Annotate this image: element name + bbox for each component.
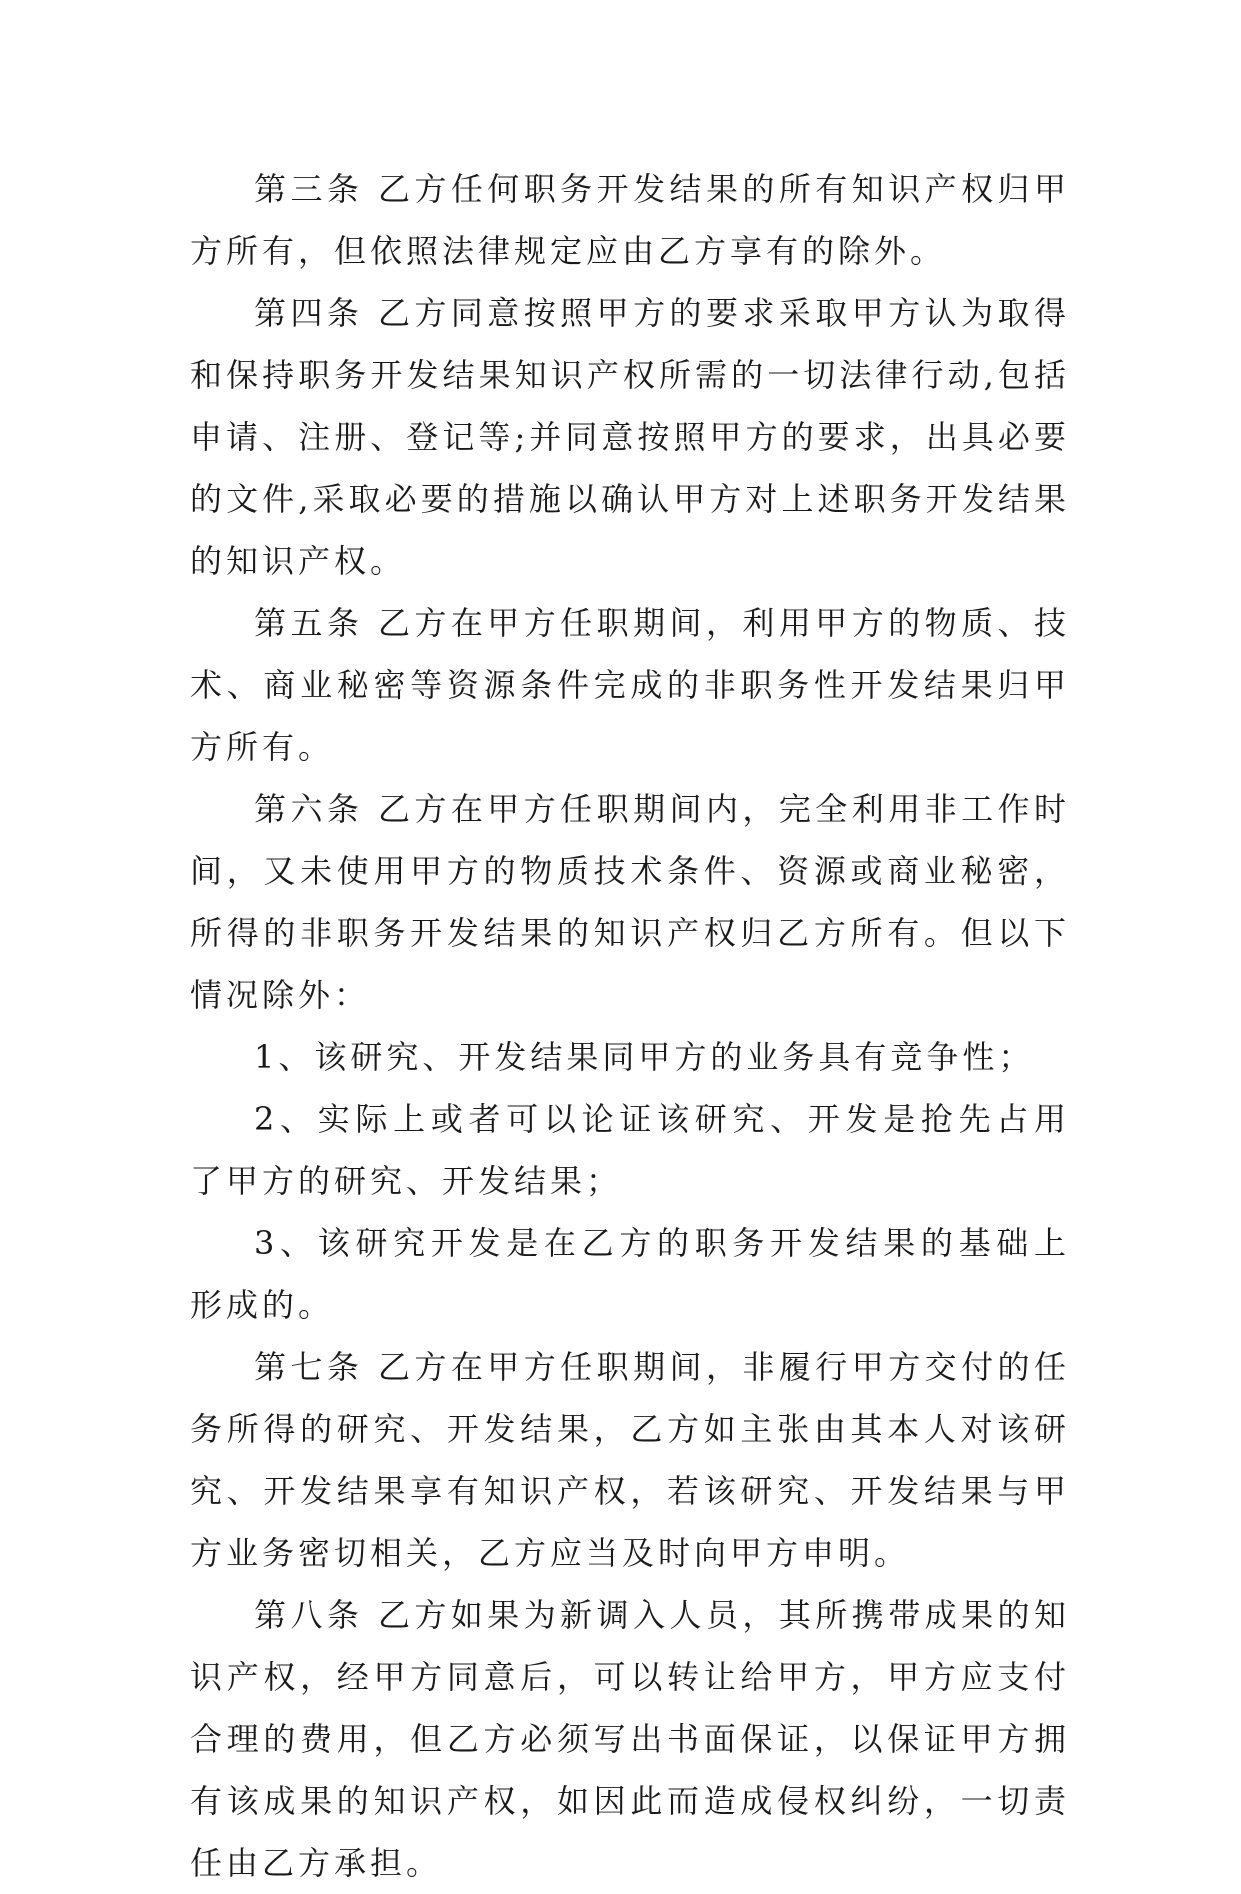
paragraph-article-8: 第八条 乙方如果为新调入人员，其所携带成果的知识产权，经甲方同意后，可以转让给甲方，甲方应支付合理的费用，但乙方必须写出书面保证，以保证甲方拥有该成果的知识产权，如因此而造成侵权纠纷，一切责任由乙方承担。 — [190, 1596, 1070, 1882]
paragraph-article-5: 第五条 乙方在甲方任职期间，利用甲方的物质、技术、商业秘密等资源条件完成的非职务性开发结果归甲方所有。 — [190, 604, 1070, 766]
paragraph-item-1: 1、该研究、开发结果同甲方的业务具有竞争性； — [254, 1038, 1035, 1076]
paragraph-article-7: 第七条 乙方在甲方任职期间，非履行甲方交付的任务所得的研究、开发结果，乙方如主张由其本人对该研究、开发结果享有知识产权，若该研究、开发结果与甲方业务密切相关，乙方应当及时向甲方申明。 — [190, 1348, 1070, 1572]
paragraph-article-6: 第六条 乙方在甲方任职期间内，完全利用非工作时间，又未使用甲方的物质技术条件、资源或商业秘密，所得的非职务开发结果的知识产权归乙方所有。但以下情况除外： — [190, 790, 1070, 1014]
document-body — [190, 158, 1070, 1894]
paragraph-article-4: 第四条 乙方同意按照甲方的要求采取甲方认为取得和保持职务开发结果知识产权所需的一切法律行动,包括申请、注册、登记等;并同意按照甲方的要求，出具必要的文件,采取必要的措施以确认甲方对上述职务开发结果的知识产权。 — [190, 294, 1070, 580]
paragraph-item-2: 2、实际上或者可以论证该研究、开发是抢先占用了甲方的研究、开发结果； — [190, 1100, 1070, 1200]
paragraph-article-3: 第三条 乙方任何职务开发结果的所有知识产权归甲方所有，但依照法律规定应由乙方享有的除外。 — [190, 170, 1070, 270]
paragraph-item-3: 3、该研究开发是在乙方的职务开发结果的基础上形成的。 — [190, 1224, 1070, 1324]
